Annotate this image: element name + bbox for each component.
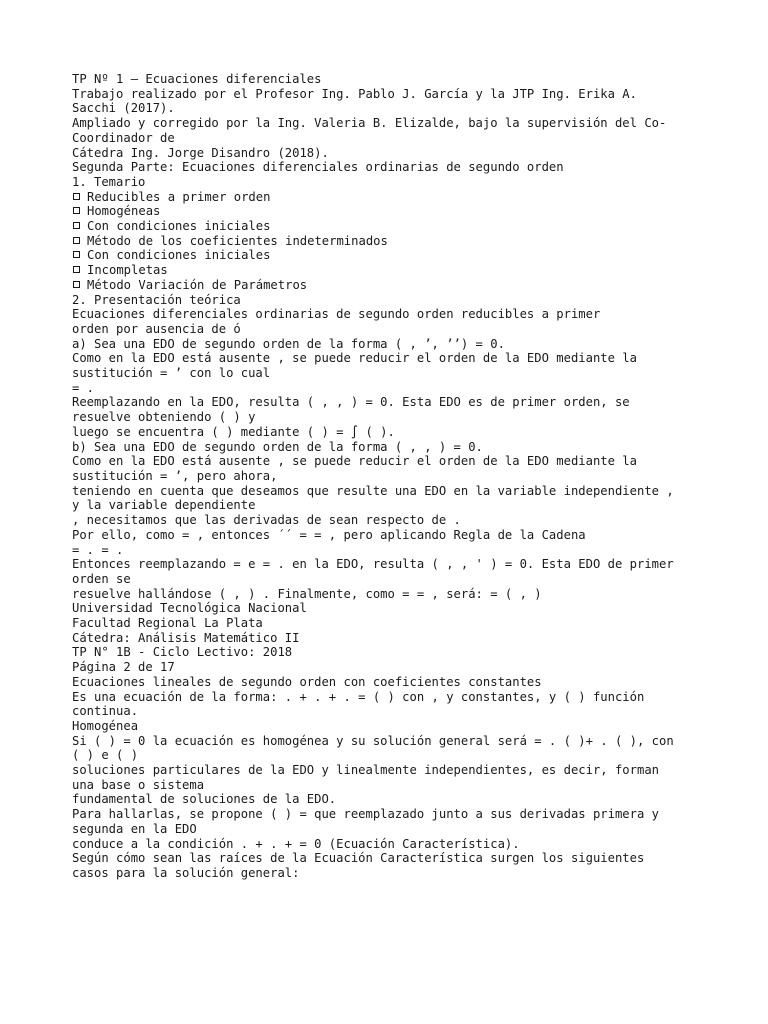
page-number: Página 2 de 17 [72, 660, 175, 675]
paragraph-line: Si ( ) = 0 la ecuación es homogénea y su solución general será = . ( )+ . ( ), con ( ) e ( ) [72, 733, 674, 763]
revision-line: Ampliado y corregido por la Ing. Valeria B. Elizalde, bajo la supervisión del Co- Coordinador de [72, 116, 667, 145]
paragraph-line: conduce a la condición . + . + = 0 (Ecuación Característica). [72, 836, 520, 851]
paragraph-line: b) Sea una EDO de segundo orden de la forma ( , , ) = 0. [72, 439, 483, 454]
subsection-heading: Homogénea [72, 718, 139, 733]
footer-chair: Cátedra: Análisis Matemático II [72, 630, 300, 645]
paragraph-line: a) Sea una EDO de segundo orden de la forma ( , ’, ’’) = 0. [72, 336, 505, 351]
paragraph-line: Como en la EDO está ausente , se puede reducir el orden de la EDO mediante la sustitución = ’ con lo cual [72, 351, 637, 381]
paragraph-line: Por ello, como = , entonces ´´ = = , pero aplicando Regla de la Cadena [72, 527, 586, 542]
document-page [72, 72, 692, 881]
list-item [72, 263, 692, 278]
list-item-text: Con condiciones iniciales [87, 219, 271, 234]
list-item-text: Incompletas [87, 263, 168, 278]
paragraph-line: Es una ecuación de la forma: . + . + . = ( ) con , y constantes, y ( ) función continua. [72, 689, 645, 719]
list-item-text: Homogéneas [87, 204, 161, 219]
square-bullet-icon [73, 207, 80, 214]
paragraph-line: Ecuaciones diferenciales ordinarias de segundo orden reducibles a primer orden por ausencia de ó [72, 307, 601, 336]
square-bullet-icon [73, 193, 80, 200]
list-item [72, 234, 692, 249]
square-bullet-icon [73, 281, 80, 288]
paragraph-line: Según cómo sean las raíces de la Ecuación Característica surgen los siguientes casos para la solución general: [72, 851, 645, 880]
list-item [72, 219, 692, 234]
paragraph-line: Para hallarlas, se propone ( ) = que reemplazado junto a sus derivadas primera y segunda en la EDO [72, 807, 659, 836]
list-item-text: Método de los coeficientes indeterminados [87, 233, 388, 248]
paragraph-line: = . = . [72, 542, 124, 557]
paragraph-line: = . [72, 380, 95, 395]
list-item [72, 248, 692, 263]
footer-faculty: Facultad Regional La Plata [72, 616, 263, 631]
footer-tp-cycle: TP N° 1B - Ciclo Lectivo: 2018 [72, 645, 293, 660]
list-item [72, 190, 692, 205]
square-bullet-icon [73, 251, 80, 258]
footer-university: Universidad Tecnológica Nacional [72, 601, 307, 616]
temario-heading: 1. Temario [72, 174, 146, 189]
chair-line: Cátedra Ing. Jorge Disandro (2018). [72, 145, 329, 160]
list-item-text: Método Variación de Parámetros [87, 277, 308, 292]
paragraph-line: Como en la EDO está ausente , se puede reducir el orden de la EDO mediante la sustitución = ’, pero ahora, [72, 454, 637, 483]
square-bullet-icon [73, 237, 80, 244]
paragraph-line: , necesitamos que las derivadas de sean respecto de . [72, 513, 461, 528]
paragraph-line: Entonces reemplazando = e = . en la EDO, resulta ( , , ' ) = 0. Esta EDO de primer orden se [72, 557, 674, 586]
document-title: TP Nº 1 – Ecuaciones diferenciales [72, 72, 322, 86]
paragraph-line: resuelve hallándose ( , ) . Finalmente, como = = , será: = ( , ) [72, 586, 542, 601]
section-heading: Ecuaciones lineales de segundo orden con coeficientes constantes [72, 674, 542, 689]
paragraph-line: fundamental de soluciones de la EDO. [72, 792, 337, 807]
paragraph-line: Reemplazando en la EDO, resulta ( , , ) = 0. Esta EDO es de primer orden, se resuelve obteniendo ( ) y [72, 395, 630, 425]
square-bullet-icon [73, 266, 80, 273]
square-bullet-icon [73, 222, 80, 229]
list-item-text: Con condiciones iniciales [87, 248, 271, 263]
list-item [72, 204, 692, 219]
presentacion-heading: 2. Presentación teórica [72, 292, 241, 307]
paragraph-line: teniendo en cuenta que deseamos que resulte una EDO en la variable independiente , y la variable dependiente [72, 483, 674, 513]
paragraph-line: soluciones particulares de la EDO y linealmente independientes, es decir, forman una base o sistema [72, 763, 659, 792]
list-item [72, 278, 692, 293]
paragraph-line: luego se encuentra ( ) mediante ( ) = ∫ ( ). [72, 424, 395, 439]
list-item-text: Reducibles a primer orden [87, 189, 271, 204]
authors-line: Trabajo realizado por el Profesor Ing. Pablo J. García y la JTP Ing. Erika A. Sacchi (2017). [72, 86, 637, 116]
part-heading: Segunda Parte: Ecuaciones diferenciales ordinarias de segundo orden [72, 160, 564, 175]
